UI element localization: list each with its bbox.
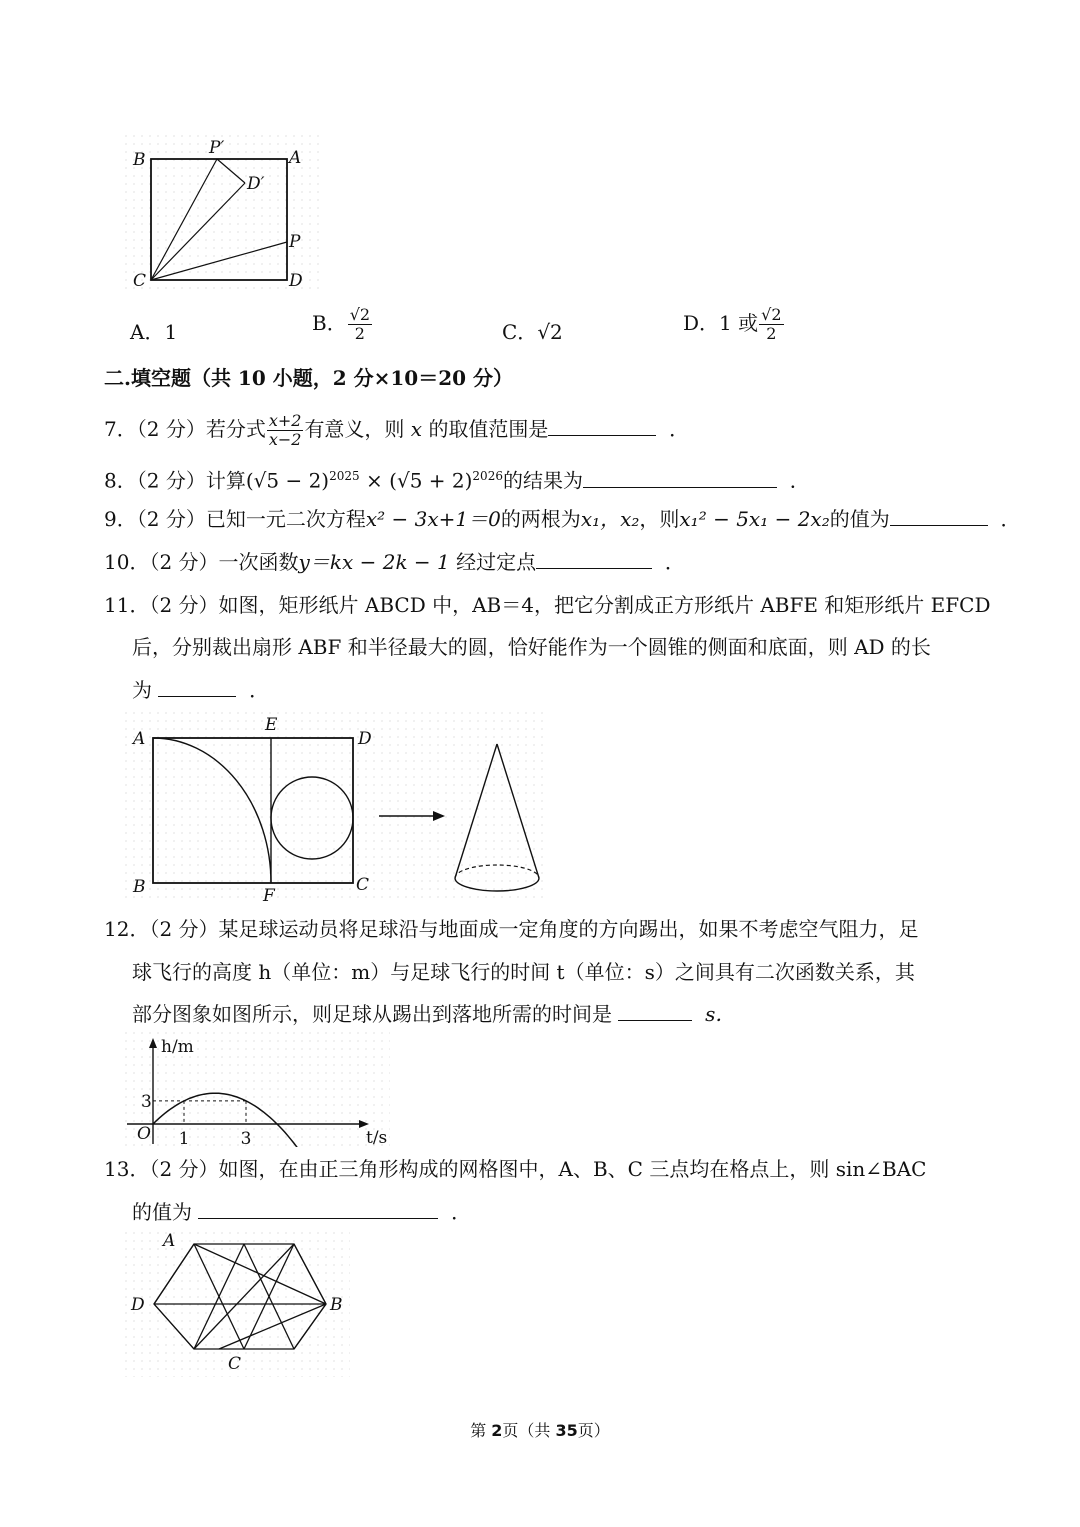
rectangle-cone-figure [125, 712, 545, 902]
grid-background [125, 712, 545, 902]
label-d: D [131, 1295, 145, 1315]
label-a: A [163, 1232, 176, 1251]
y-axis-label: h/m [161, 1037, 194, 1057]
answer-blank-13[interactable] [198, 1198, 438, 1219]
option-b: B． $\frac{√2}{2}$ [312, 305, 371, 343]
label-b: B [133, 150, 146, 170]
question-11-line-2: 后，分别裁出扇形 ABF 和半径最大的圆，恰好能作为一个圆锥的侧面和底面，则 AD 的长 [132, 635, 931, 659]
answer-blank-11[interactable] [158, 676, 236, 697]
question-13-line-1: 13．（2 分）如图，在由正三角形构成的网格图中，A、B、C 三点均在格点上，则 sin∠BAC [104, 1157, 927, 1181]
answer-blank-10[interactable] [536, 548, 652, 569]
label-c: C [228, 1354, 242, 1374]
option-d: D．1 或 $\frac{√2}{2}$ [683, 305, 782, 343]
option-a: A．1 [130, 320, 178, 344]
label-f: F [263, 886, 275, 902]
question-7: 7．（2 分）若分式 $\frac{x+2}{x-2}$ 有意义，则 x 的取值范围是 ． [104, 411, 690, 449]
question-8: 8．（2 分）计算$(√5 - 2)^{2025} \times (√5 + 2)^{2026}$的结果为 ． [104, 468, 810, 493]
label-c: C [133, 271, 147, 291]
question-11-line-1: 11．（2 分）如图，矩形纸片 ABCD 中，AB＝4，把它分割成正方形纸片 ABFE 和矩形纸片 EFCD [104, 593, 991, 617]
label-b: B [133, 877, 146, 897]
label-d-prime: D′ [247, 174, 265, 194]
square-fold-figure [125, 135, 325, 295]
question-11-line-3: 为 ． [132, 678, 270, 702]
label-a: A [133, 729, 146, 749]
x-tick-3: 3 [240, 1129, 252, 1147]
label-e: E [265, 715, 278, 735]
answer-blank-8[interactable] [583, 467, 777, 488]
question-12-line-2: 球飞行的高度 h（单位：m）与足球飞行的时间 t（单位：s）之间具有二次函数关系，其 [132, 960, 915, 984]
section-title: 二.填空题（共 10 小题，2 分×10＝20 分） [104, 366, 513, 390]
label-c: C [356, 875, 370, 895]
label-d: D [358, 729, 372, 749]
question-10: 10．（2 分）一次函数y＝kx − 2k − 1 经过定点 ． [104, 550, 685, 574]
question-13-line-2: 的值为 ． [132, 1200, 472, 1224]
x-axis-label: t/s [366, 1128, 388, 1147]
answer-blank-7[interactable] [548, 415, 656, 436]
question-12-line-1: 12．（2 分）某足球运动员将足球沿与地面成一定角度的方向踢出，如果不考虑空气阻力，足 [104, 917, 919, 941]
label-a: A [289, 148, 302, 168]
label-d: D [289, 271, 303, 291]
origin-label: O [137, 1124, 151, 1144]
label-p: P [289, 232, 301, 252]
x-tick-1: 1 [178, 1129, 190, 1147]
height-time-chart [125, 1032, 390, 1147]
question-12-line-3: 部分图象如图所示，则足球从踢出到落地所需的时间是 s． [132, 1002, 736, 1026]
answer-blank-9[interactable] [890, 505, 988, 526]
page-footer: 第 2页（共 35页） [470, 1421, 610, 1440]
option-c: C．√2 [502, 320, 563, 344]
label-p-prime: P′ [209, 138, 225, 158]
answer-blank-12[interactable] [618, 1000, 692, 1021]
label-b: B [330, 1295, 343, 1315]
question-9: 9．（2 分）已知一元二次方程x² − 3x+1＝0的两根为x₁，x₂，则x₁² − 5x₁ − 2x₂的值为 ． [104, 507, 1021, 531]
y-tick-3: 3 [141, 1091, 152, 1112]
triangle-grid-figure [125, 1232, 350, 1377]
